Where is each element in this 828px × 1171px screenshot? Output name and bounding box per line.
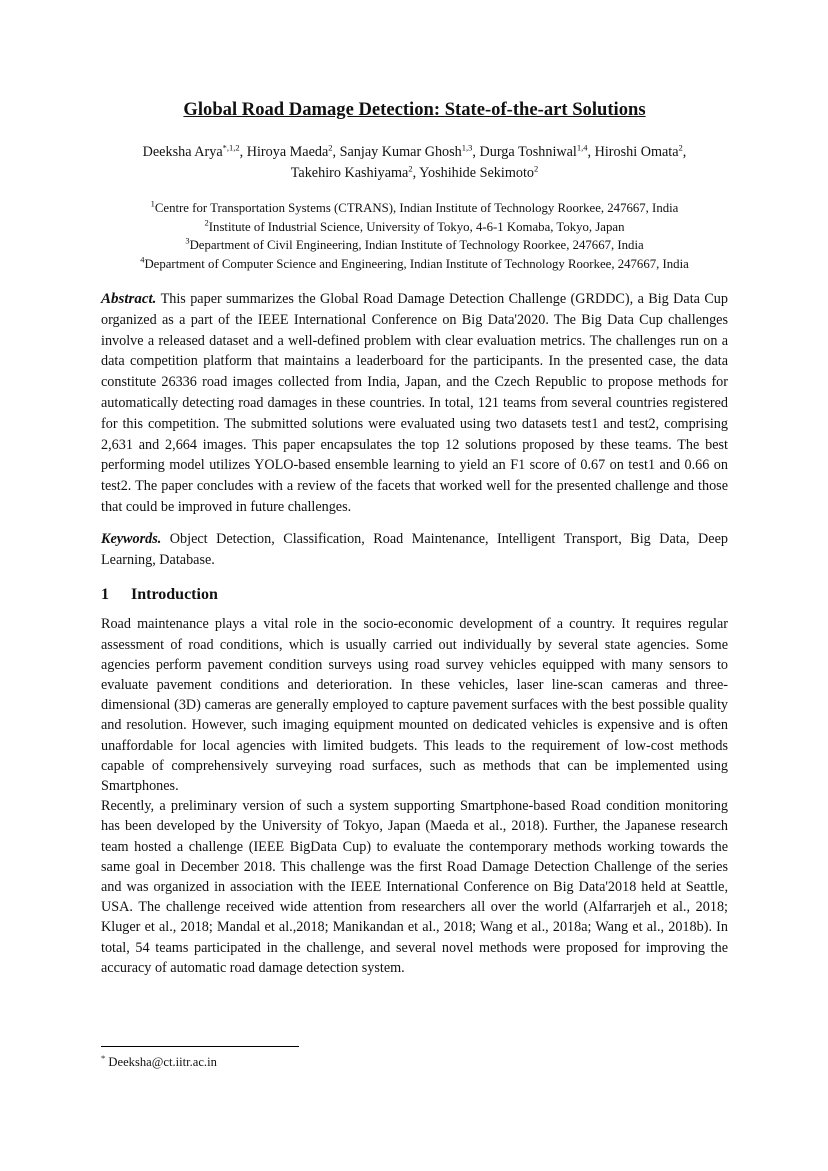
affiliation: $^2$Institute of Industrial Science, University of Tokyo, 4-6-1 Komaba, Tokyo, Japan [204, 217, 625, 234]
affiliation: $^3$Department of Civil Engineering, Indian Institute of Technology Roorkee, 247667, India [185, 235, 644, 252]
author: Yoshihide Sekimoto$^2$ [419, 163, 539, 181]
author: Deeksha Arya$^{*,1,2}$, [142, 142, 247, 160]
abstract-text: This paper summarizes the Global Road Damage Detection Challenge (GRDDC), a Big Data Cup organized as a part of the IEEE International Conference on Big Data'2020. The Big Data Cup challenges involve a released dataset and a well-defined problem with clear evaluation metrics. The challenges run on a data competition platform that maintains a leaderboard for the participants. In the presented case, the data constitute 26336 road images collected from India, Japan, and the Czech Republic to propose methods for automatically detecting road damages in these countries. In total, 121 teams from several countries registered for this competition. The submitted solutions were evaluated using two datasets test1 and test2, comprising 2,631 and 2,664 images. This paper encapsulates the top 12 solutions proposed by these teams. The best performing model utilizes YOLO-based ensemble learning to yield an F1 score of 0.67 on test1 and 0.66 on test2. The paper concludes with a review of the facets that worked well for the presented challenge and those that could be improved in future challenges. [101, 291, 728, 515]
footnote [101, 1052, 217, 1070]
section-heading [101, 584, 728, 606]
author-list [101, 142, 728, 184]
section-number: 1 [101, 586, 109, 604]
author: Hiroya Maeda$^2$, [246, 142, 340, 160]
body-paragraph: Road maintenance plays a vital role in the socio-economic development of a country. It requires regular assessment of road conditions, which is usually carried out individually by several state agencies. Some agencies perform pavement condition surveys using road survey vehicles equipped with many sensors to evaluate pavement conditions and deterioration. In these vehicles, laser line-scan cameras and three-dimensional (3D) cameras are generally employed to capture pavement surfaces with the best possible quality and resolution. However, such imaging equipment mounted on dedicated vehicles is expensive and is often unaffordable for local agencies with limited budgets. This leads to the requirement of low-cost methods capable of comprehensively surveying road surfaces, such as methods that can be implemented using Smartphones. [101, 616, 728, 794]
author: Takehiro Kashiyama$^2$, [290, 163, 420, 181]
affiliation: $^4$Department of Computer Science and Engineering, Indian Institute of Technology Roorkee, 247667, India [140, 254, 689, 271]
affiliation-list [101, 199, 728, 273]
author: Durga Toshniwal$^{1,4}$, [479, 142, 595, 160]
section-title: Introduction [131, 586, 218, 604]
keywords-text: Object Detection, Classification, Road Maintenance, Intelligent Transport, Big Data, Deep Learning, Database. [101, 530, 728, 568]
author: Sanjay Kumar Ghosh$^{1,3}$, [339, 142, 480, 160]
keywords [101, 529, 728, 571]
footnote-mark: * [101, 1052, 106, 1063]
body-paragraph: Recently, a preliminary version of such a system supporting Smartphone-based Road condition monitoring has been developed by the University of Tokyo, Japan (Maeda et al., 2018). Further, the Japanese research team hosted a challenge (IEEE BigData Cup) to evaluate the contemporary methods working towards the same goal in December 2018. This challenge was the first Road Damage Detection Challenge of the series and was organized in association with the IEEE International Conference on Big Data'2018 held at Seattle, USA. The challenge received wide attention from researchers all over the world (Alfarrarjeh et al., 2018; Kluger et al., 2018; Mandal et al.,2018; Manikandan et al., 2018; Wang et al., 2018a; Wang et al., 2018b). In total, 54 teams participated in the challenge, and several novel methods were proposed for improving the accuracy of automatic road damage detection system. [101, 798, 728, 976]
keywords-label: Keywords. [101, 530, 162, 547]
footnote-email: Deeksha@ct.iitr.ac.in [108, 1055, 217, 1069]
abstract [101, 289, 728, 518]
footnote-rule [101, 1046, 299, 1047]
paper-title: Global Road Damage Detection: State-of-the-art Solutions [183, 99, 646, 120]
abstract-label: Abstract. [101, 291, 157, 307]
affiliation: $^1$Centre for Transportation Systems (CTRANS), Indian Institute of Technology Roorkee, 247667, India [150, 198, 679, 215]
author: Hiroshi Omata$^2$, [594, 142, 687, 160]
paper-page [101, 98, 728, 978]
